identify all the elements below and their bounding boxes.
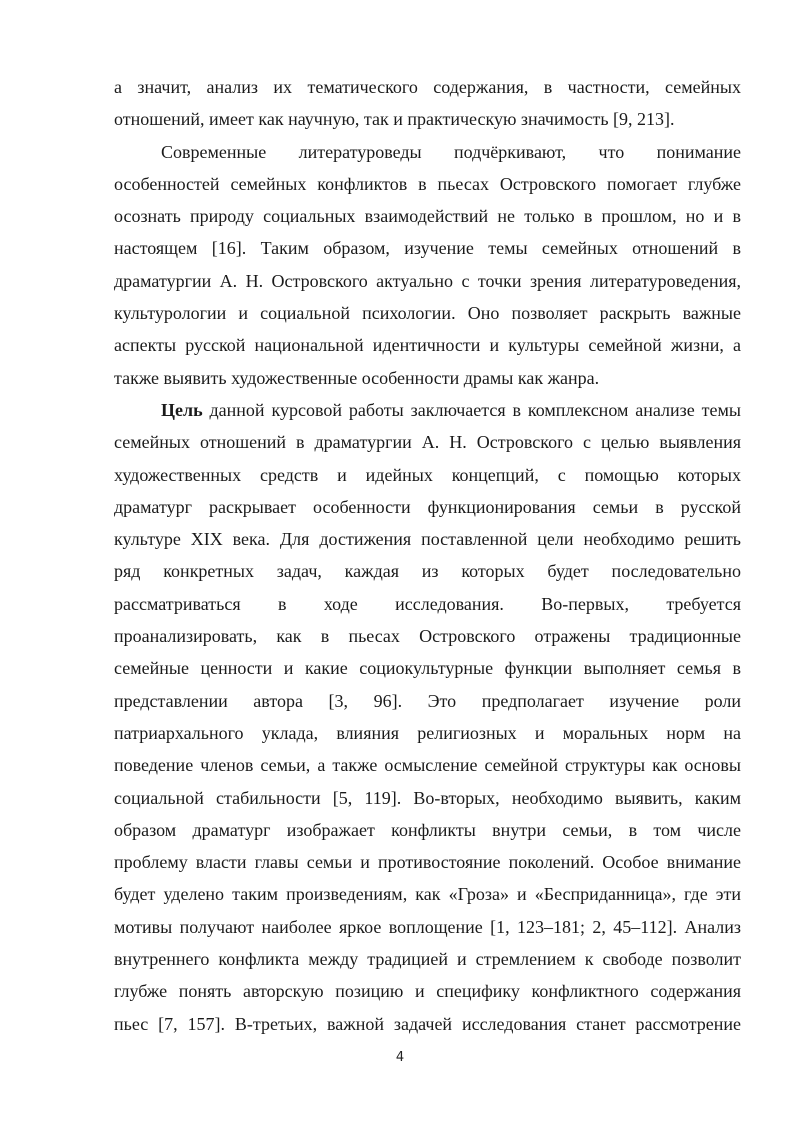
- text-line: художественных средств и идейных концепций, с помощью которых: [114, 464, 741, 485]
- text-line: драматургии А. Н. Островского актуально с точки зрения литературоведения,: [114, 270, 741, 291]
- text-line: рассматриваться в ходе исследования. Во-первых, требуется: [114, 593, 741, 614]
- text-line: аспекты русской национальной идентичности и культуры семейной жизни, а: [114, 335, 741, 356]
- text-line: семейных отношений в драматургии А. Н. Островского с целью выявления: [114, 432, 741, 453]
- text-fragment: данной курсовой работы заключается в комплексном анализе темы: [202, 399, 741, 420]
- text-line: мотивы получают наиболее яркое воплощение [1, 123–181; 2, 45–112]. Анализ: [114, 916, 741, 937]
- text-line: внутреннего конфликта между традицией и стремлением к свободе позволит: [114, 949, 741, 970]
- text-line: пьес [7, 157]. В-третьих, важной задачей исследования станет рассмотрение: [114, 1013, 741, 1034]
- text-line: также выявить художественные особенности драмы как жанра.: [114, 367, 600, 388]
- text-line: семейные ценности и какие социокультурные функции выполняет семья в: [114, 658, 741, 679]
- text-line: поведение членов семьи, а также осмысление семейной структуры как основы: [114, 755, 741, 776]
- goal-term: Цель: [161, 399, 203, 420]
- body-text: [114, 71, 741, 1040]
- text-line: культуре XIX века. Для достижения поставленной цели необходимо решить: [114, 529, 741, 550]
- text-line: ряд конкретных задач, каждая из которых будет последовательно: [114, 561, 741, 582]
- text-line: а значит, анализ их тематического содержания, в частности, семейных: [114, 77, 741, 97]
- text-line: отношений, имеет как научную, так и практическую значимость [9, 213].: [114, 109, 675, 130]
- text-line: [114, 394, 741, 426]
- text-line: осознать природу социальных взаимодействий не только в прошлом, но и в: [114, 206, 741, 227]
- text-line: культурологии и социальной психологии. Оно позволяет раскрыть важные: [114, 303, 741, 324]
- text-line: представлении автора [3, 96]. Это предполагает изучение роли: [114, 690, 741, 711]
- text-line: драматург раскрывает особенности функционирования семьи в русской: [114, 496, 741, 517]
- text-line: Современные литературоведы подчёркивают, что понимание: [161, 141, 741, 162]
- text-line: глубже понять авторскую позицию и специфику конфликтного содержания: [114, 981, 741, 1002]
- text-line: настоящем [16]. Таким образом, изучение темы семейных отношений в: [114, 238, 741, 259]
- text-line: патриархального уклада, влияния религиозных и моральных норм на: [114, 722, 741, 743]
- text-line: особенностей семейных конфликтов в пьесах Островского помогает глубже: [114, 173, 741, 194]
- page-number: 4: [395, 1050, 405, 1065]
- text-line: социальной стабильности [5, 119]. Во-вторых, необходимо выявить, каким: [114, 787, 741, 808]
- text-line: проблему власти главы семьи и противостояние поколений. Особое внимание: [114, 852, 741, 873]
- text-line: проанализировать, как в пьесах Островского отражены традиционные: [114, 626, 741, 647]
- text-line: образом драматург изображает конфликты внутри семьи, в том числе: [114, 819, 741, 840]
- text-line: будет уделено таким произведениям, как «Гроза» и «Бесприданница», где эти: [114, 884, 741, 905]
